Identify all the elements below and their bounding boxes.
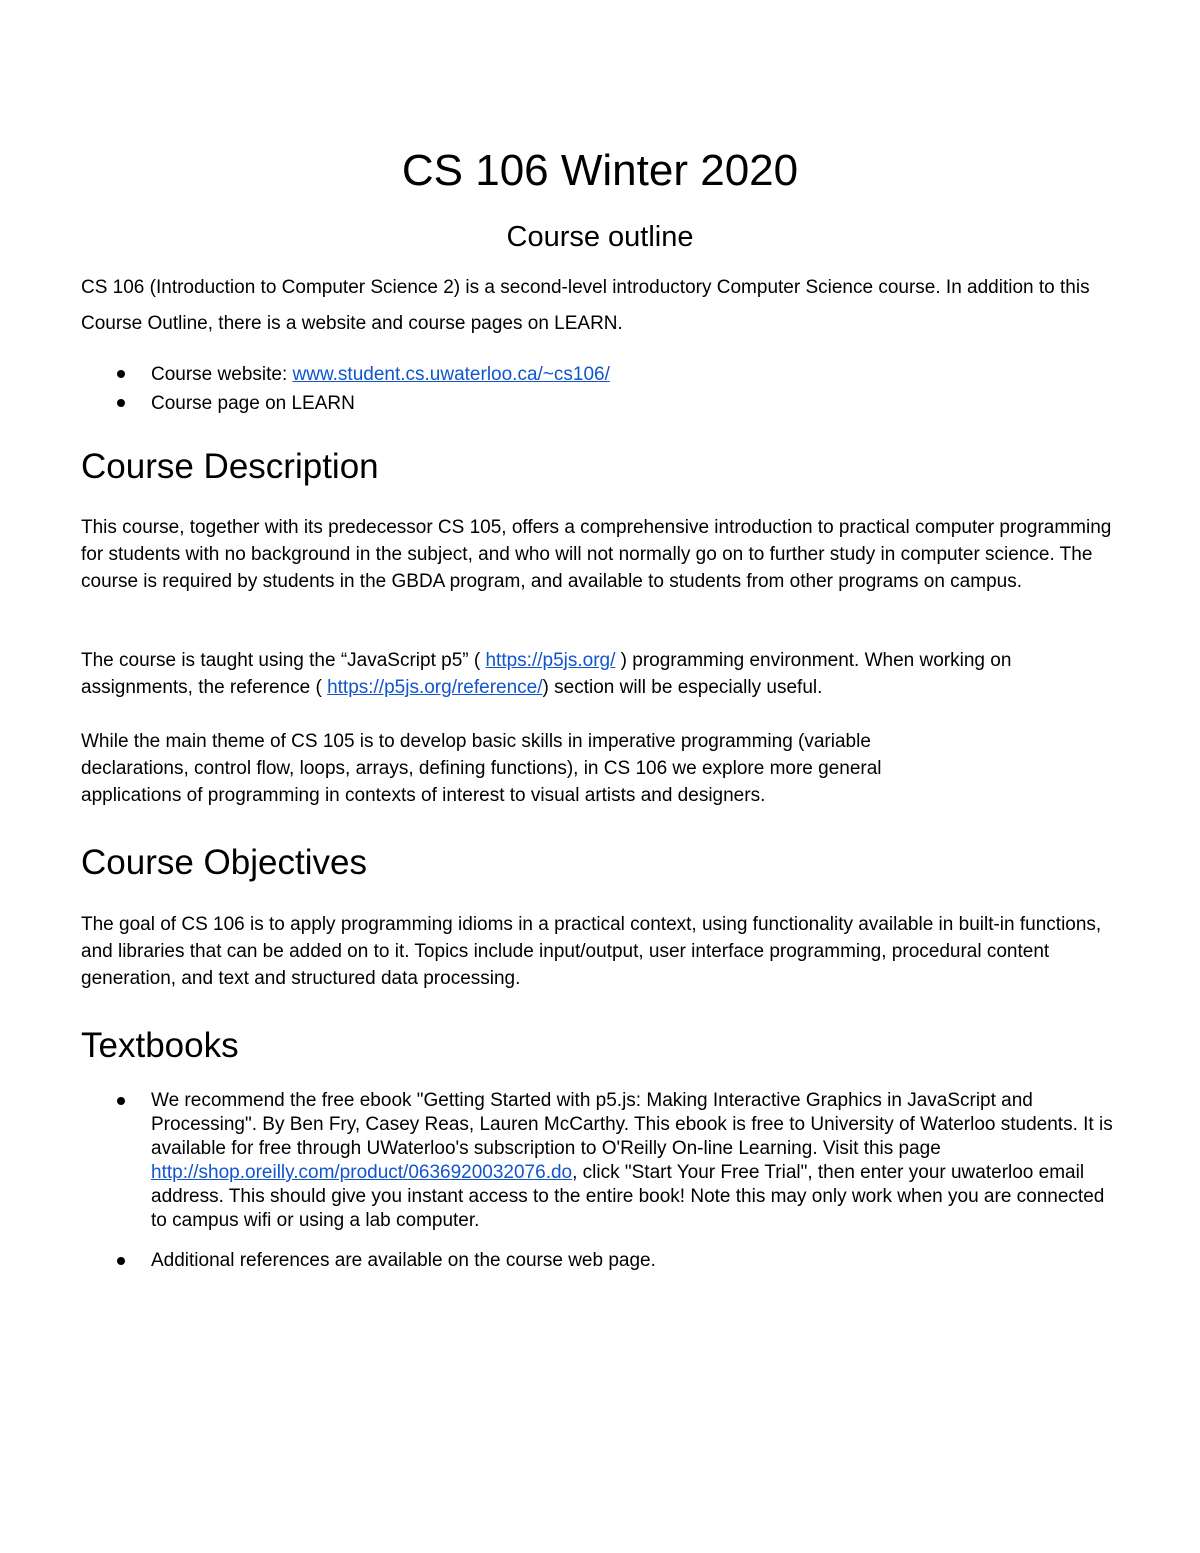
description-paragraph-1: This course, together with its predecessor CS 105, offers a comprehensive introduction to practical computer programming for students with no background in the subject, and who will not normally go on to further study in computer science. The course is required by students in the GBDA program, and available to students from other programs on campus.: [81, 517, 1112, 592]
intro-paragraph: CS 106 (Introduction to Computer Science 2) is a second-level introductory Computer Science course. In addition to this Course Outline, there is a website and course pages on LEARN.: [81, 277, 1090, 334]
additional-references-text: Additional references are available on the course web page.: [151, 1250, 656, 1271]
textbook-text-b: , click "Start Your Free Trial", then enter your uwaterloo email address. This should give you instant access to the entire book! Note this may only work when you are connected to campus wifi or using a lab computer.: [151, 1162, 1105, 1231]
oreilly-link[interactable]: http://shop.oreilly.com/product/0636920032076.do: [151, 1162, 573, 1183]
list-item: [81, 1249, 1121, 1273]
description-paragraph-3: [81, 728, 1121, 809]
list-item: [81, 1089, 1121, 1233]
p3-line-1: While the main theme of CS 105 is to develop basic skills in imperative programming (variable: [81, 731, 871, 752]
intro-bullet-list: [81, 360, 1121, 418]
section-heading-textbooks: Textbooks: [81, 1026, 239, 1065]
learn-label: Course page on LEARN: [151, 393, 355, 414]
p5js-reference-link[interactable]: https://p5js.org/reference/: [327, 677, 543, 698]
website-label: Course website:: [151, 364, 293, 385]
bullet-icon: [117, 1257, 125, 1265]
section-heading-description: Course Description: [81, 447, 379, 486]
bullet-icon: [117, 1097, 125, 1105]
bullet-icon: [117, 370, 125, 378]
p3-line-3: applications of programming in contexts of interest to visual artists and designers.: [81, 785, 766, 806]
p5js-link[interactable]: https://p5js.org/: [485, 650, 616, 671]
textbook-text-a: We recommend the free ebook "Getting Started with p5.js: Making Interactive Graphics in JavaScript and Processing". By Ben Fry, Casey Reas, Lauren McCarthy. This ebook is free to University of Waterloo students. It is available for free through UWaterloo's subscription to O'Reilly On-line Learning. Visit this page: [151, 1090, 1113, 1159]
p3-line-2: declarations, control flow, loops, arrays, defining functions), in CS 106 we explore more general: [81, 758, 882, 779]
p2-text-a: The course is taught using the “JavaScript p5” (: [81, 650, 486, 671]
textbooks-bullet-list: [81, 1089, 1121, 1273]
document-subtitle: Course outline: [506, 221, 694, 253]
p2-text-c: ) section will be especially useful.: [542, 677, 823, 698]
list-item: [81, 360, 1121, 389]
section-heading-objectives: Course Objectives: [81, 843, 367, 882]
bullet-icon: [117, 399, 125, 407]
objectives-paragraph: The goal of CS 106 is to apply programming idioms in a practical context, using functionality available in built-in functions, and libraries that can be added on to it. Topics include input/output, user interface programming, procedural content generation, and text and structured data processing.: [81, 914, 1102, 989]
course-website-link[interactable]: www.student.cs.uwaterloo.ca/~cs106/: [292, 364, 610, 385]
p2-text-b: ) programming environment. When working on assignments, the reference (: [81, 650, 1012, 698]
document-title: CS 106 Winter 2020: [401, 146, 799, 195]
list-item: [81, 389, 1121, 418]
description-paragraph-2: [81, 647, 1121, 701]
